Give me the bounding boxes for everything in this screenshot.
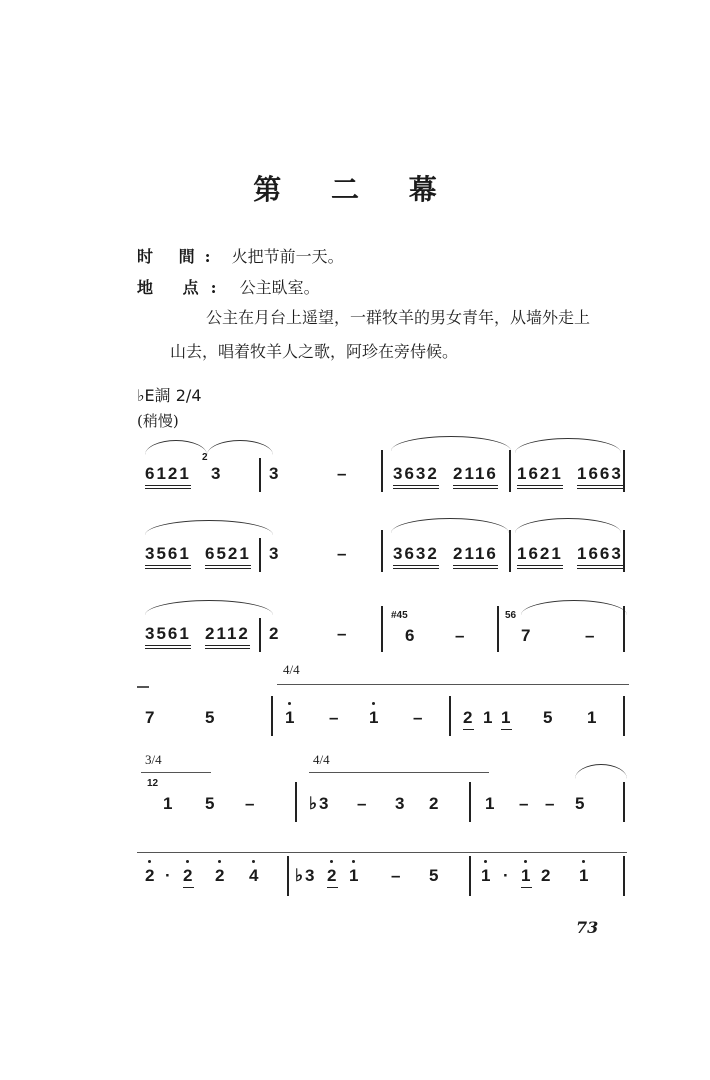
note-group: 2116 xyxy=(453,544,498,569)
note: 1 xyxy=(369,708,381,727)
note: 3 xyxy=(269,464,281,483)
stage-direction-line-2: 山去，唱着牧羊人之歌，阿珍在旁侍候。 xyxy=(170,342,459,361)
dash: – xyxy=(519,794,531,813)
note: ♭3 xyxy=(309,794,331,813)
note: 1 xyxy=(521,866,532,888)
time-signature: 4/4 xyxy=(313,752,330,767)
music-staff-6 xyxy=(137,846,627,926)
note: 1 xyxy=(163,794,175,813)
note: ♭3 xyxy=(295,866,317,885)
note-group: 3632 xyxy=(393,464,439,489)
high-dot xyxy=(352,860,355,863)
note: 5 xyxy=(543,708,555,727)
bar-line xyxy=(295,782,297,822)
dot-rhythm: · xyxy=(503,866,511,885)
dash: – xyxy=(455,626,467,645)
dot-rhythm: · xyxy=(165,866,173,885)
note: 5 xyxy=(429,866,441,885)
note-group: 6121 xyxy=(145,464,191,489)
bar-line xyxy=(623,696,625,736)
stage-direction-line-1: 公主在月台上遥望，一群牧羊的男女青年，从墙外走上 xyxy=(206,308,591,327)
note: 3 xyxy=(269,544,281,563)
slur xyxy=(515,438,621,453)
page-number: 73 xyxy=(576,918,599,937)
high-dot xyxy=(372,702,375,705)
note: 1 xyxy=(501,708,512,730)
slur xyxy=(575,764,627,779)
bar-line xyxy=(381,450,383,492)
slur xyxy=(515,518,621,533)
time-sig-rule xyxy=(309,772,489,773)
slur xyxy=(145,600,273,615)
slur xyxy=(521,600,627,615)
note-group: 6521 xyxy=(205,544,251,569)
note: 2 xyxy=(183,866,194,888)
note: 1 xyxy=(483,708,495,727)
dash: – xyxy=(337,544,349,563)
bar-line xyxy=(271,696,273,736)
tie-mark xyxy=(137,686,149,688)
place-label: 地 点: xyxy=(137,278,229,297)
bar-line xyxy=(623,606,625,652)
bar-line xyxy=(497,606,499,652)
place-value: 公主臥室。 xyxy=(239,278,320,297)
bar-line xyxy=(259,618,261,652)
slur xyxy=(207,440,273,455)
note: 1 xyxy=(285,708,297,727)
note: 2 xyxy=(269,624,281,643)
bar-line xyxy=(449,696,451,736)
slur xyxy=(145,440,207,455)
dash: – xyxy=(545,794,557,813)
note: 1 xyxy=(481,866,493,885)
note-group: 2112 xyxy=(205,624,250,649)
bar-line xyxy=(287,856,289,896)
bar-line xyxy=(509,450,511,492)
high-dot xyxy=(484,860,487,863)
time-signature: 3/4 xyxy=(145,752,162,767)
note-group: 3632 xyxy=(393,544,439,569)
grace-note: 56 xyxy=(505,610,517,621)
note-group: 1621 xyxy=(517,544,563,569)
bar-line xyxy=(469,856,471,896)
slur xyxy=(145,520,273,535)
bar-line xyxy=(259,458,261,492)
music-staff-5 xyxy=(137,752,627,832)
key-signature: ♭E調 2/4 xyxy=(137,386,202,405)
note: 3 xyxy=(395,794,407,813)
note: 1 xyxy=(349,866,361,885)
dash: – xyxy=(245,794,257,813)
note: 2 xyxy=(215,866,227,885)
note: 2 xyxy=(327,866,338,888)
note: 1 xyxy=(587,708,599,727)
note: 2 xyxy=(145,866,157,885)
time-sig-rule xyxy=(141,772,211,773)
slur xyxy=(391,436,511,451)
dash: – xyxy=(413,708,425,727)
grace-note: 2 xyxy=(202,452,208,463)
bar-line xyxy=(509,530,511,572)
dash: – xyxy=(391,866,403,885)
note-group: 1663 xyxy=(577,464,623,489)
grace-note: 12 xyxy=(147,778,159,789)
dash: – xyxy=(357,794,369,813)
act-title: 第 二 幕 xyxy=(253,173,457,206)
bar-line xyxy=(381,530,383,572)
note: 7 xyxy=(145,708,157,727)
bar-line xyxy=(623,450,625,492)
music-staff-1 xyxy=(137,440,627,520)
tie-line xyxy=(137,852,627,853)
high-dot xyxy=(582,860,585,863)
time-signature: 4/4 xyxy=(283,662,300,677)
dash: – xyxy=(337,464,349,483)
note-group: 1663 xyxy=(577,544,623,569)
high-dot xyxy=(524,860,527,863)
note: 5 xyxy=(205,708,217,727)
bar-line xyxy=(469,782,471,822)
high-dot xyxy=(252,860,255,863)
bar-line xyxy=(623,530,625,572)
note: 5 xyxy=(205,794,217,813)
music-staff-4 xyxy=(137,662,627,742)
note-group: 3561 xyxy=(145,544,191,569)
bar-line xyxy=(623,782,625,822)
note: 1 xyxy=(579,866,591,885)
note-group: 3561 xyxy=(145,624,191,649)
high-dot xyxy=(218,860,221,863)
tempo-marking: (稍慢) xyxy=(137,412,179,430)
dash: – xyxy=(329,708,341,727)
grace-note: #45 xyxy=(391,610,408,621)
note: 2 xyxy=(429,794,441,813)
note: 5 xyxy=(575,794,587,813)
slur xyxy=(391,518,509,533)
dash: – xyxy=(585,626,597,645)
place-line xyxy=(137,275,320,298)
time-label: 时 間: xyxy=(137,247,221,266)
time-line xyxy=(137,244,344,267)
note-group: 1621 xyxy=(517,464,563,489)
note: 6 xyxy=(405,626,417,645)
high-dot xyxy=(288,702,291,705)
high-dot xyxy=(148,860,151,863)
note-group: 2116 xyxy=(453,464,498,489)
bar-line xyxy=(381,606,383,652)
bar-line xyxy=(623,856,625,896)
note: 7 xyxy=(521,626,533,645)
dash: – xyxy=(337,624,349,643)
note: 3 xyxy=(211,464,223,483)
note: 1 xyxy=(485,794,497,813)
high-dot xyxy=(186,860,189,863)
bar-line xyxy=(259,538,261,572)
high-dot xyxy=(330,860,333,863)
time-value: 火把节前一天。 xyxy=(231,247,344,266)
note: 2 xyxy=(541,866,553,885)
music-staff-2 xyxy=(137,520,627,600)
time-sig-rule xyxy=(277,684,629,685)
note: 4 xyxy=(249,866,261,885)
note: 2 xyxy=(463,708,474,730)
